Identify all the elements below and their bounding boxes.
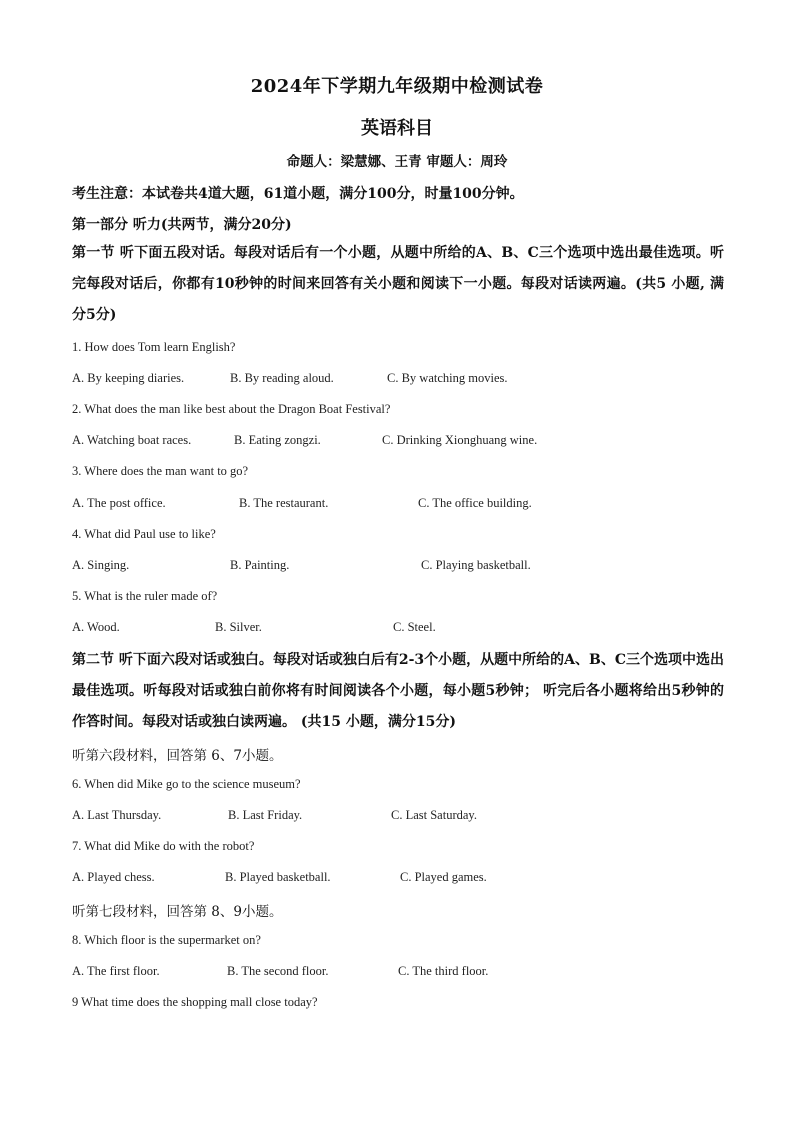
- exam-notice: 考生注意：本试卷共4道大题，61道小题，满分100分，时量100分钟。: [72, 186, 524, 202]
- q5-option-b: B. Silver.: [215, 620, 262, 634]
- q7-option-c: C. Played games.: [400, 870, 487, 884]
- q4-option-a: A. Singing.: [72, 558, 130, 572]
- question-9: 9 What time does the shopping mall close today?: [72, 995, 318, 1009]
- q1-option-a: A. By keeping diaries.: [72, 371, 185, 385]
- q1-option-c: C. By watching movies.: [387, 371, 508, 385]
- q1-option-b: B. By reading aloud.: [230, 371, 334, 385]
- question-3: 3. Where does the man want to go?: [72, 464, 249, 478]
- q6-option-b: B. Last Friday.: [228, 808, 303, 822]
- question-6: 6. When did Mike go to the science museum?: [72, 777, 301, 791]
- q3-option-b: B. The restaurant.: [239, 496, 329, 510]
- section2-intro: 第二节 听下面六段对话或独白。每段对话或独白后有2-3个小题，从题中所给的A、B、C三个选项中选出最佳选项。听每段对话或独白前你将有时间阅读各个小题，每小题5秒钟； 听完后各小题将给出5秒钟的作答时间。每段对话或独白读两遍。 (共15 小题，满分15分): [72, 652, 725, 730]
- question-7: 7. What did Mike do with the robot?: [72, 839, 255, 853]
- material-7-instruction: 听第七段材料，回答第 8、9小题。: [72, 904, 283, 920]
- question-1: 1. How does Tom learn English?: [72, 340, 236, 354]
- q3-option-c: C. The office building.: [418, 496, 532, 510]
- q8-option-b: B. The second floor.: [227, 964, 329, 978]
- question-5: 5. What is the ruler made of?: [72, 589, 218, 603]
- q7-option-a: A. Played chess.: [72, 870, 155, 884]
- subject-title: 英语科目: [361, 118, 433, 139]
- authors-line: 命题人：梁慧娜、王青 审题人：周玲: [286, 154, 508, 170]
- question-4: 4. What did Paul use to like?: [72, 527, 216, 541]
- question-8: 8. Which floor is the supermarket on?: [72, 933, 261, 947]
- q7-option-b: B. Played basketball.: [225, 870, 331, 884]
- q8-option-a: A. The first floor.: [72, 964, 160, 978]
- section1-intro: 第一节 听下面五段对话。每段对话后有一个小题，从题中所给的A、B、C三个选项中选出最佳选项。听完每段对话后，你都有10秒钟的时间来回答有关小题和阅读下一小题。每段对话读两遍。(共5 小题, 满分5分): [72, 245, 724, 323]
- exam-title: 2024年下学期九年级期中检测试卷: [250, 76, 544, 97]
- q4-option-c: C. Playing basketball.: [421, 558, 531, 572]
- q2-option-b: B. Eating zongzi.: [234, 433, 321, 447]
- q5-option-c: C. Steel.: [393, 620, 436, 634]
- q6-option-a: A. Last Thursday.: [72, 808, 162, 822]
- q2-option-c: C. Drinking Xionghuang wine.: [382, 433, 538, 447]
- question-2: 2. What does the man like best about the Dragon Boat Festival?: [72, 402, 391, 416]
- q2-option-a: A. Watching boat races.: [72, 433, 192, 447]
- q3-option-a: A. The post office.: [72, 496, 166, 510]
- q4-option-b: B. Painting.: [230, 558, 290, 572]
- part1-heading: 第一部分 听力(共两节，满分20分): [72, 217, 292, 233]
- q8-option-c: C. The third floor.: [398, 964, 489, 978]
- q5-option-a: A. Wood.: [72, 620, 120, 634]
- q6-option-c: C. Last Saturday.: [391, 808, 477, 822]
- material-6-instruction: 听第六段材料，回答第 6、7小题。: [72, 748, 283, 764]
